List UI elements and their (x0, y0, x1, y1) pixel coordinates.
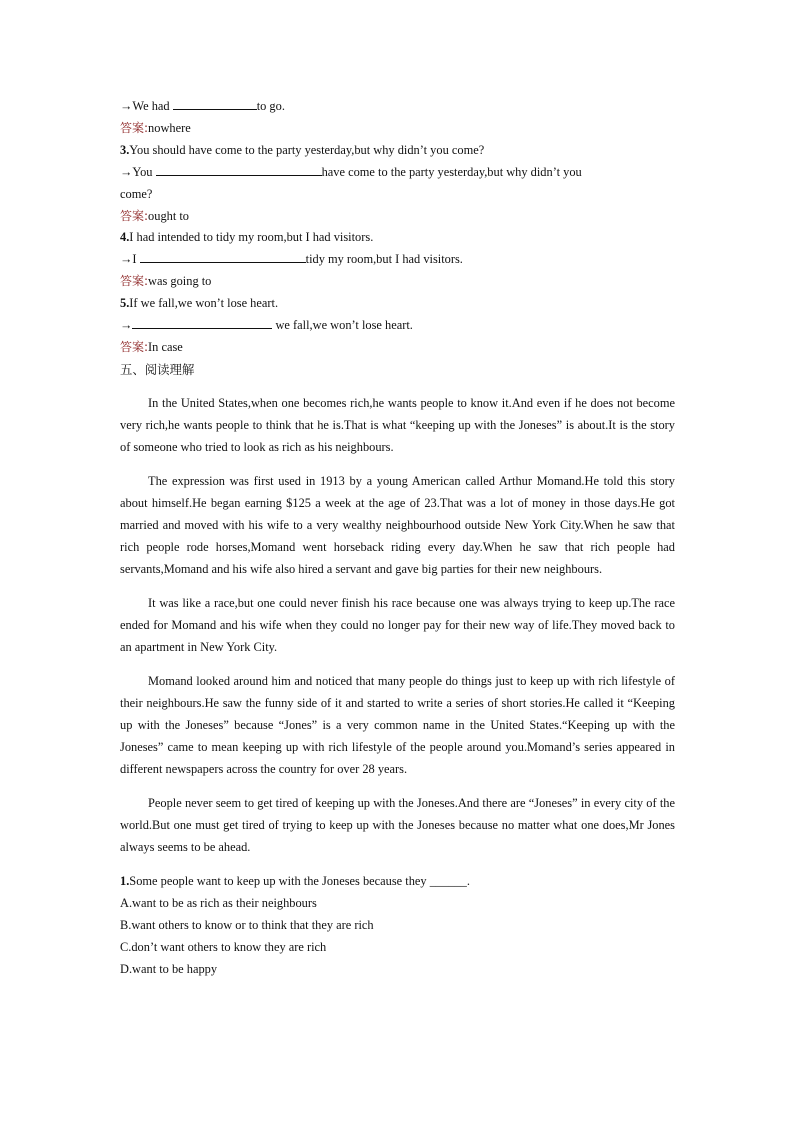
mc-option-b: B.want others to know or to think that they are rich (120, 918, 374, 933)
q4-question: 4.I had intended to tidy my room,but I had visitors. (120, 230, 374, 245)
q5-answer: 答案:In case (120, 339, 183, 354)
q4-rewrite: →I tidy my room,but I had visitors. (120, 249, 675, 271)
passage-paragraph-1: In the United States,when one becomes rich,he wants people to know it.And even if he does not become very rich,he wants people to think that he is.That is what “keeping up with the Joneses” is about.It is the story of someone who tried to look as rich as his neighbours. (120, 396, 675, 454)
answer-blank (132, 315, 272, 329)
q3-question: 3.You should have come to the party yesterday,but why didn’t you come? (120, 142, 485, 157)
answer-blank (156, 162, 322, 176)
q2-rewrite: →We had to go. (120, 96, 675, 118)
passage-paragraph-3: It was like a race,but one could never finish his race because one was always trying to keep up.The race ended for Momand and his wife when they could no longer pay for their new way of life.They moved back to an apartment in New York City. (120, 596, 675, 655)
passage-paragraph-4: Momand looked around him and noticed that many people do things just to keep up with rich lifestyle of their neighbours.He saw the funny side of it and started to write a series of short stories.He called it “Keeping up with the Joneses” because “Jones” is a very common name in the United States.“Keeping up with the Joneses” came to mean keeping up with rich lifestyle of the people around you.Momand’s series appeared in different newspapers across the country for over 28 years. (120, 674, 675, 776)
answer-blank (173, 96, 257, 110)
section-title: 五、阅读理解 (120, 361, 195, 377)
q4-answer: 答案:was going to (120, 274, 212, 289)
q5-rewrite: → we fall,we won’t lose heart. (120, 315, 675, 337)
q3-rewrite: →You have come to the party yesterday,but why didn’t you (120, 162, 675, 184)
answer-blank (140, 249, 306, 263)
passage-paragraph-2: The expression was first used in 1913 by a young American called Arthur Momand.He told this story about himself.He began earning $125 a week at the age of 23.That was a lot of money in those days.He got married and moved with his wife to a very wealthy neighbourhood outside New York City.When he saw that rich people rode horses,Momand went horseback riding every day.When he saw that rich people had servants,Momand and his wife also hired a servant and gave big parties for their new neighbours. (120, 474, 675, 576)
mc-question: 1.Some people want to keep up with the Joneses because they ______. (120, 874, 470, 889)
mc-option-d: D.want to be happy (120, 961, 218, 976)
mc-option-a: A.want to be as rich as their neighbours (120, 896, 317, 911)
q2-answer: 答案:nowhere (120, 120, 191, 135)
q3-rewrite-cont: come? (120, 186, 153, 201)
q5-question: 5.If we fall,we won’t lose heart. (120, 296, 279, 311)
passage-paragraph-5: People never seem to get tired of keeping up with the Joneses.And there are “Joneses” in every city of the world.But one must get tired of trying to keep up with the Joneses because no matter what one does,Mr Jones always seems to be ahead. (120, 796, 675, 855)
mc-option-c: C.don’t want others to know they are rich (120, 940, 327, 955)
q3-answer: 答案:ought to (120, 208, 190, 223)
